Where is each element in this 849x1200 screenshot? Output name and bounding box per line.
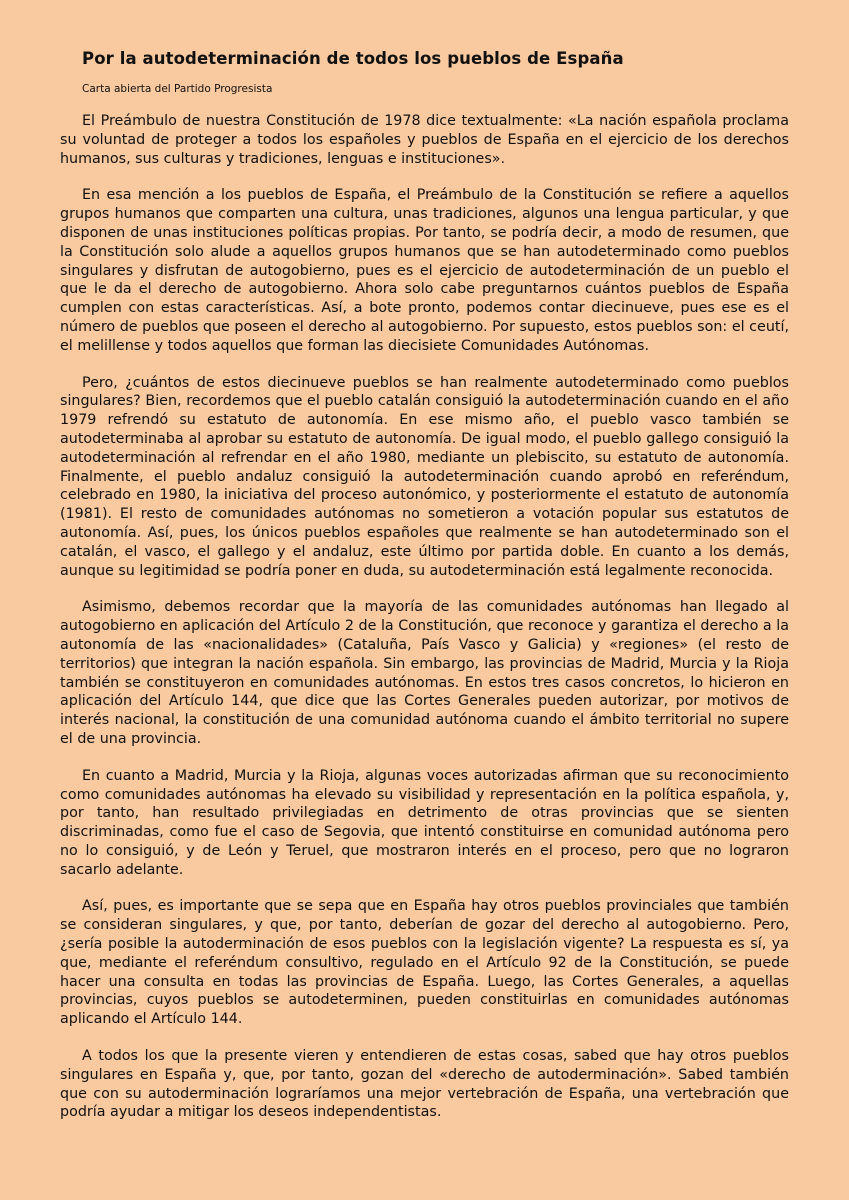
paragraph: En esa mención a los pueblos de España, el Preámbulo de la Constitución se refiere a aquellos grupos humanos que comparten una cultura, unas tradiciones, algunos una lengua particular, y que disponen de unas instituciones políticas propias. Por tanto, se podría decir, a modo de resumen, que la Constitución solo alude a aquellos grupos humanos que se han autodeterminado como pueblos singulares y disfrutan de autogobierno, pues es el ejercicio de autodeterminación de un pueblo el que le da el derecho de autogobierno. Ahora solo cabe preguntarnos cuántos pueblos de España cumplen con estas características. Así, a bote pronto, podemos contar diecinueve, pues ese es el número de pueblos que poseen el derecho al autogobierno. Por supuesto, estos pueblos son: el ceutí, el melillense y todos aquellos que forman las diecisiete Comunidades Autónomas. — [60, 187, 789, 354]
document-title: Por la autodeterminación de todos los pueblos de España — [82, 49, 624, 68]
paragraph: A todos los que la presente vieren y entendieren de estas cosas, sabed que hay otros pueblos singulares en España y, que, por tanto, gozan del «derecho de autoderminación». Sabed también que con su autoderminación lograríamos una mejor vertebración de España, una vertebración que podría ayudar a mitigar los deseos independentistas. — [60, 1048, 789, 1121]
paragraph: Pero, ¿cuántos de estos diecinueve pueblos se han realmente autodeterminado como pueblos singulares? Bien, recordemos que el pueblo catalán consiguió la autodeterminación cuando en el año 1979 refrendó su estatuto de autonomía. En ese mismo año, el pueblo vasco también se autodeterminaba al aprobar su estatuto de autonomía. De igual modo, el pueblo gallego consiguió la autodeterminación al refrendar en el año 1980, mediante un plebiscito, su estatuto de autonomía. Finalmente, el pueblo andaluz consiguió la autodeterminación cuando aprobó en referéndum, celebrado en 1980, la iniciativa del proceso autonómico, y posteriormente el estatuto de autonomía (1981). El resto de comunidades autónomas no sometieron a votación popular sus estatutos de autonomía. Así, pues, los únicos pueblos españoles que realmente se han autodeterminado son el catalán, el vasco, el gallego y el andaluz, este último por partida doble. En cuanto a los demás, aunque su legitimidad se podría poner en duda, su autodeterminación está legalmente reconocida. — [60, 374, 789, 579]
document-body — [60, 112, 789, 1122]
document-subtitle: Carta abierta del Partido Progresista — [82, 83, 273, 95]
paragraph: Así, pues, es importante que se sepa que en España hay otros pueblos provinciales que también se consideran singulares, y que, por tanto, deberían de gozar del derecho al autogobierno. Pero, ¿sería posible la autoderminación de esos pueblos con la legislación vigente? La respuesta es sí, ya que, mediante el referéndum consultivo, regulado en el Artículo 92 de la Constitución, se puede hacer una consulta en todas las provincias de España. Luego, las Cortes Generales, a aquellas provincias, cuyos pueblos se autodeterminen, pueden constituirlas en comunidades autónomas aplicando el Artículo 144. — [60, 898, 789, 1028]
paragraph: Asimismo, debemos recordar que la mayoría de las comunidades autónomas han llegado al autogobierno en aplicación del Artículo 2 de la Constitución, que reconoce y garantiza el derecho a la autonomía de las «nacionalidades» (Cataluña, País Vasco y Galicia) y «regiones» (el resto de territorios) que integran la nación española. Sin embargo, las provincias de Madrid, Murcia y la Rioja también se constituyeron en comunidades autónomas. En estos tres casos concretos, lo hicieron en aplicación del Artículo 144, que dice que las Cortes Generales pueden autorizar, por motivos de interés nacional, la constitución de una comunidad autónoma cuando el ámbito territorial no supere el de una provincia. — [60, 599, 789, 747]
paragraph: El Preámbulo de nuestra Constitución de 1978 dice textualmente: «La nación española proclama su voluntad de proteger a todos los españoles y pueblos de España en el ejercicio de los derechos humanos, sus culturas y tradiciones, lenguas e instituciones». — [60, 113, 789, 167]
paragraph: En cuanto a Madrid, Murcia y la Rioja, algunas voces autorizadas afirman que su reconocimiento como comunidades autónomas ha elevado su visibilidad y representación en la política española, y, por tanto, han resultado privilegiadas en detrimento de otras provincias que se sienten discriminadas, como fue el caso de Segovia, que intentó constituirse en comunidad autónoma pero no lo consiguió, y de León y Teruel, que mostraron interés en el proceso, pero que no lograron sacarlo adelante. — [60, 767, 789, 878]
